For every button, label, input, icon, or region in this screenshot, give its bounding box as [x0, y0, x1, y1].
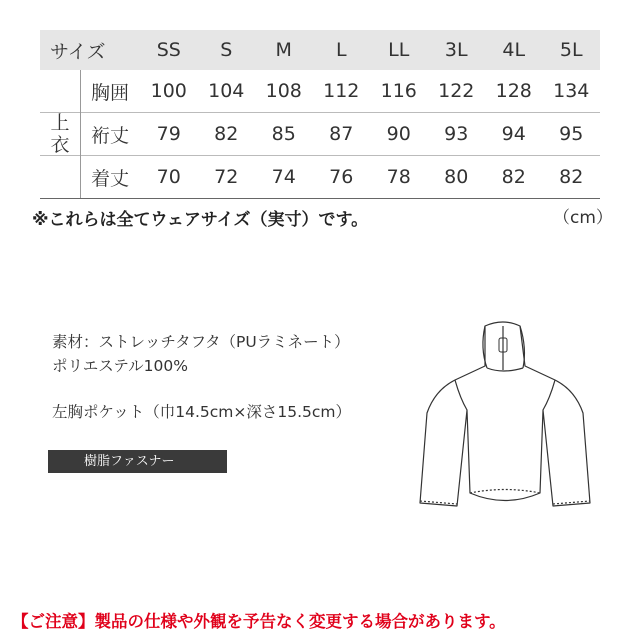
- table-cell: 79: [156, 123, 181, 145]
- row-label: 裄丈: [90, 124, 129, 147]
- size-header-cell: 5L: [559, 39, 583, 61]
- table-cell: 104: [208, 80, 245, 102]
- table-cell: 108: [265, 80, 302, 102]
- table-cell: 100: [150, 80, 187, 102]
- table-cell: 128: [495, 80, 532, 102]
- size-header-cell: S: [220, 39, 233, 61]
- table-cell: 93: [444, 123, 469, 145]
- material-info: [52, 330, 350, 378]
- table-cell: 74: [271, 166, 296, 188]
- feature-tag: 樹脂ファスナー: [48, 450, 227, 473]
- table-cell: 90: [386, 123, 411, 145]
- material-line: ポリエステル100%: [52, 357, 188, 375]
- size-note: ※これらは全てウェアサイズ（実寸）です。: [32, 210, 369, 230]
- table-cell: 82: [559, 166, 584, 188]
- material-line: 素材：ストレッチタフタ（PUラミネート）: [52, 333, 350, 351]
- row-label: 胸囲: [90, 81, 129, 104]
- size-header-cell: SS: [156, 39, 181, 61]
- table-row: [40, 70, 600, 113]
- size-table-body: [40, 70, 600, 199]
- table-cell: 72: [214, 166, 239, 188]
- category-label: [40, 70, 81, 198]
- table-cell: 134: [553, 80, 590, 102]
- size-header-cell: 4L: [502, 39, 526, 61]
- size-header-cell: 3L: [444, 39, 468, 61]
- unit-label: （cm）: [553, 208, 613, 228]
- jacket-back-illustration: [415, 318, 595, 518]
- category-char: 上: [50, 112, 70, 134]
- category-char: 衣: [50, 134, 70, 156]
- table-cell: 78: [386, 166, 411, 188]
- table-cell: 70: [156, 166, 181, 188]
- table-cell: 95: [559, 123, 584, 145]
- table-cell: 112: [323, 80, 360, 102]
- table-row: [40, 156, 600, 199]
- table-cell: 82: [501, 166, 526, 188]
- size-table-header: [40, 30, 600, 70]
- size-header-cell: L: [335, 39, 347, 61]
- table-cell: 87: [329, 123, 354, 145]
- table-cell: 85: [271, 123, 296, 145]
- size-header-label: サイズ: [50, 40, 106, 63]
- size-header-cell: M: [275, 39, 292, 61]
- table-cell: 94: [501, 123, 526, 145]
- table-cell: 116: [380, 80, 417, 102]
- pocket-info: 左胸ポケット（巾14.5cm×深さ15.5cm）: [52, 403, 351, 421]
- table-cell: 122: [438, 80, 475, 102]
- notice-text: 【ご注意】製品の仕様や外観を予告なく変更する場合があります。: [12, 612, 506, 631]
- table-row: [40, 113, 600, 156]
- row-label: 着丈: [90, 167, 129, 190]
- table-cell: 80: [444, 166, 469, 188]
- table-cell: 76: [329, 166, 354, 188]
- table-cell: 82: [214, 123, 239, 145]
- size-table: [40, 30, 600, 199]
- size-header-cell: LL: [388, 39, 410, 61]
